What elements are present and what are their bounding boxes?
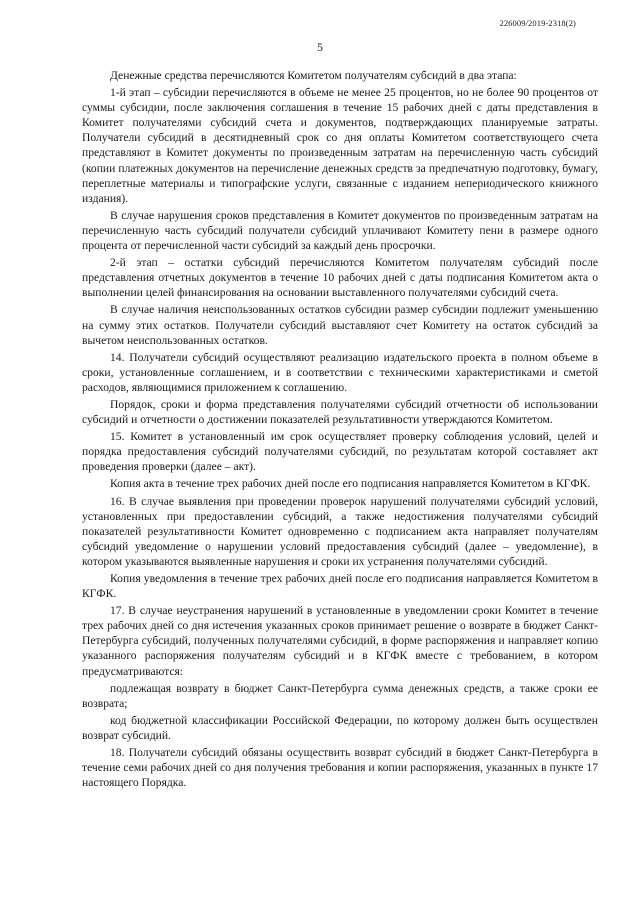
paragraph-item-15: 15. Комитет в установленный им срок осуществляет проверку соблюдения условий, целей и порядка предоставления субсидий получателями субсидий, по результатам которой составляет акт проведения проверки (далее – акт).	[82, 430, 598, 474]
paragraph-item-18: 18. Получатели субсидий обязаны осуществить возврат субсидий в бюджет Санкт-Петербурга в течение семи рабочих дней со дня получения требования и копии распоряжения, указанных в пункте 17 настоящего Порядка.	[82, 746, 598, 790]
document-body	[82, 68, 598, 792]
paragraph-unused-balance: В случае наличия неиспользованных остатков субсидии размер субсидии подлежит уменьшению на сумму этих остатков. Получатели субсидий выставляют счет Комитету на остаток субсидий за вычетом неиспользованных остатков.	[82, 303, 598, 347]
paragraph-stage-one: 1-й этап – субсидии перечисляются в объеме не менее 25 процентов, но не более 90 процентов от суммы субсидии, после заключения соглашения в течение 15 рабочих дней с даты представления в Комитет получателями субсидий счета и документов, подтверждающих планируемые затраты. Получатели субсидий в десятидневный срок со дня оплаты Комитетом соответствующего счета представляют в Комитет документы по произведенным затратам на перечисленную часть субсидий (копии платежных документов на перечисление денежных средств за предпечатную подготовку, бумагу, переплетные материалы и типографские услуги, связанные с изданием непериодического книжного издания).	[82, 86, 598, 205]
document-id: 226009/2019-2318(2)	[499, 18, 576, 28]
paragraph-transfer-stages: Денежные средства перечисляются Комитетом получателям субсидий в два этапа:	[110, 69, 517, 82]
paragraph-refund-amount: подлежащая возврату в бюджет Санкт-Петербурга сумма денежных средств, а также сроки ее возврата;	[82, 681, 598, 710]
paragraph-item-14: 14. Получатели субсидий осуществляют реализацию издательского проекта в полном объеме в сроки, установленные соглашением, и в соответствии с техническими характеристиками и сметой расходов, являющимися приложением к соглашению.	[82, 350, 598, 394]
paragraph-reporting-procedure: Порядок, сроки и форма представления получателями субсидий отчетности об использовании субсидий и отчетности о достижении показателей результативности утверждаются Комитетом.	[82, 397, 598, 427]
paragraph-item-16: 16. В случае выявления при проведении проверок нарушений получателями субсидий условий, установленных при предоставлении субсидий, а также недостижения получателями субсидий показателей результативности Комитет одновременно с подписанием акта направляет получателям субсидий уведомление о нарушении условий предоставления субсидий (далее – уведомление), в котором указываются выявленные нарушения и сроки их устранения получателями субсидий.	[82, 494, 598, 568]
paragraph-late-documents-penalty: В случае нарушения сроков представления в Комитет документов по произведенным затратам на перечисленную часть субсидий получатели субсидий уплачивают Комитету пени в размере одного процента от перечисленной части субсидий за каждый день просрочки.	[82, 208, 598, 253]
page-number: 5	[317, 40, 323, 54]
paragraph-budget-code: код бюджетной классификации Российской Федерации, по которому должен быть осуществлен возврат субсидий.	[82, 713, 598, 742]
paragraph-stage-two: 2-й этап – остатки субсидий перечисляются Комитетом получателям субсидий после представления отчетных документов в течение 10 рабочих дней с даты подписания Комитетом акта о выполнении целей финансирования на основании выставленного получателями субсидий счета.	[82, 256, 598, 300]
paragraph-act-copy: Копия акта в течение трех рабочих дней после его подписания направляется Комитетом в КГФК.	[110, 477, 591, 491]
paragraph-item-17: 17. В случае неустранения нарушений в установленные в уведомлении сроки Комитет в течение трех рабочих дней со дня истечения указанных сроков принимает решение о возврате в бюджет Санкт-Петербурга субсидий, полученных получателями субсидий, в форме распоряжения и направляет копию указанного распоряжения получателям субсидий и в КГФК вместе с требованием, в котором предусматриваются:	[82, 604, 598, 678]
paragraph-notice-copy: Копия уведомления в течение трех рабочих дней после его подписания направляется Комитетом в КГФК.	[82, 572, 598, 601]
